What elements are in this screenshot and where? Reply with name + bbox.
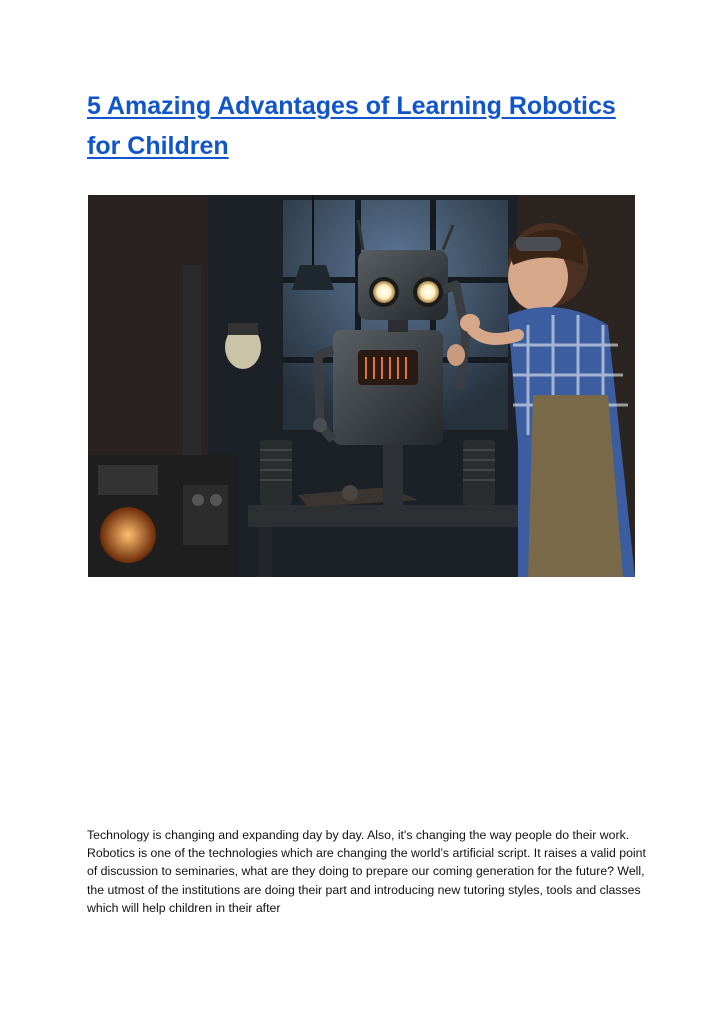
article-title-link[interactable]: 5 Amazing Advantages of Learning Robotics for Children bbox=[87, 92, 616, 160]
robot-workshop-illustration bbox=[88, 195, 635, 577]
article-body bbox=[87, 826, 647, 917]
article-paragraph: Technology is changing and expanding day by day. Also, it's changing the way people do their work. Robotics is one of the technologies which are changing the world’s artificial script. It raises a valid point of discussion to seminaries, what are they doing to prepare our coming generation for the future? Well, the utmost of the institutions are doing their part and introducing new tutoring styles, tools and classes which will help children in their after bbox=[87, 828, 646, 915]
article-title bbox=[87, 86, 647, 166]
hero-image bbox=[88, 195, 635, 577]
